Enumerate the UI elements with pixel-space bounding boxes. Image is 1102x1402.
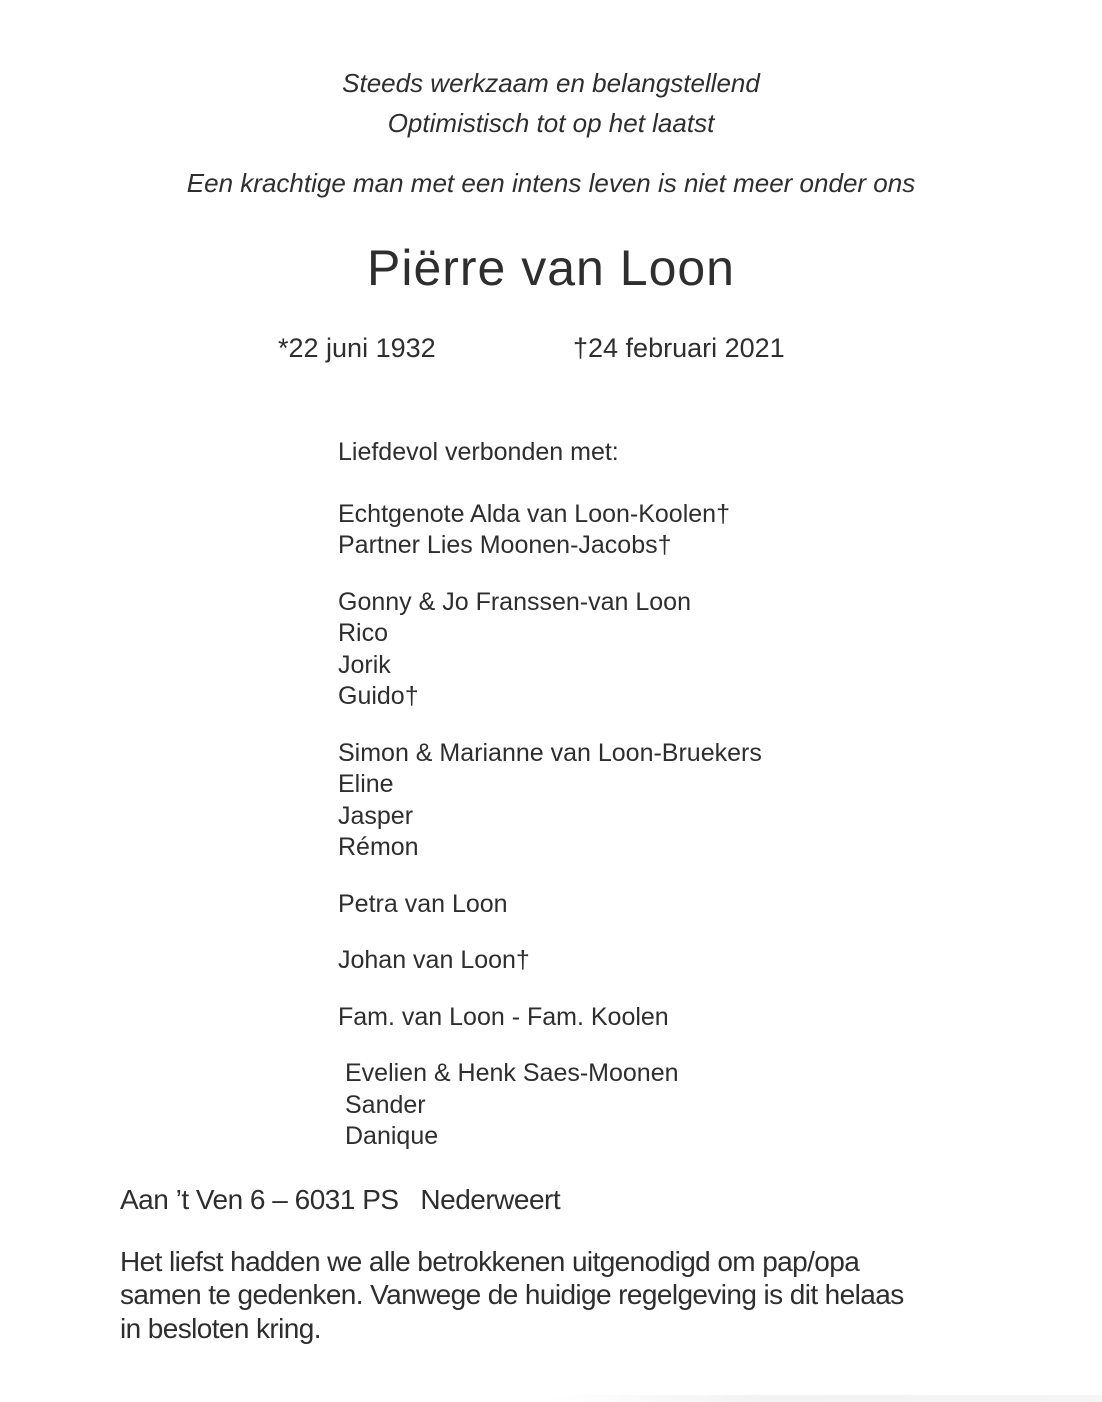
family-group [338,945,1102,977]
family-line: Danique [345,1122,439,1150]
family-groups [338,499,1102,1153]
deceased-name: Piërre van Loon [366,240,735,296]
tribute-line: Een krachtige man met een intens leven is niet meer onder ons [186,168,916,198]
family-group [338,1002,1102,1034]
family-line: Petra van Loon [338,889,508,918]
family-group [338,499,1102,562]
family-line: Sander [345,1090,426,1119]
family-section [338,437,1102,1153]
family-line: Guido† [338,682,419,710]
footer [120,1183,1102,1346]
family-group [338,738,1102,864]
family-line: Evelien & Henk Saes-Moonen [345,1059,679,1087]
family-line: Rémon [338,833,419,861]
family-line: Eline [338,770,394,798]
header-motto [0,0,1102,203]
closing-paragraph: Het liefst hadden we alle betrokkenen uitgenodigd om pap/opa samen te gedenken. Vanwege de huidige regelgeving is dit helaas in besloten kring. [120,1245,904,1344]
motto-line-1: Steeds werkzaam en belangstellend [342,68,760,98]
death-date: †24 februari 2021 [573,333,785,363]
family-line: Partner Lies Moonen-Jacobs† [338,531,672,559]
family-line: Jorik [338,650,391,679]
family-group [338,587,1102,713]
family-line: Fam. van Loon - Fam. Koolen [338,1002,669,1031]
birth-date: *22 juni 1932 [278,333,436,363]
motto-line-2: Optimistisch tot op het laatst [387,108,715,138]
address-line: Aan ’t Ven 6 – 6031 PS Nederweert [120,1183,561,1215]
family-line: Simon & Marianne van Loon-Bruekers [338,738,762,767]
family-line: Rico [338,619,389,647]
family-line: Gonny & Jo Franssen-van Loon [338,587,691,616]
family-line: Johan van Loon† [338,946,530,974]
family-group [338,1058,1102,1153]
family-line: Echtgenote Alda van Loon-Koolen† [338,499,730,528]
family-group [338,889,1102,921]
family-intro: Liefdevol verbonden met: [338,438,619,466]
family-line: Jasper [338,801,414,830]
scan-shadow [542,1395,1102,1402]
life-dates [278,331,1102,365]
